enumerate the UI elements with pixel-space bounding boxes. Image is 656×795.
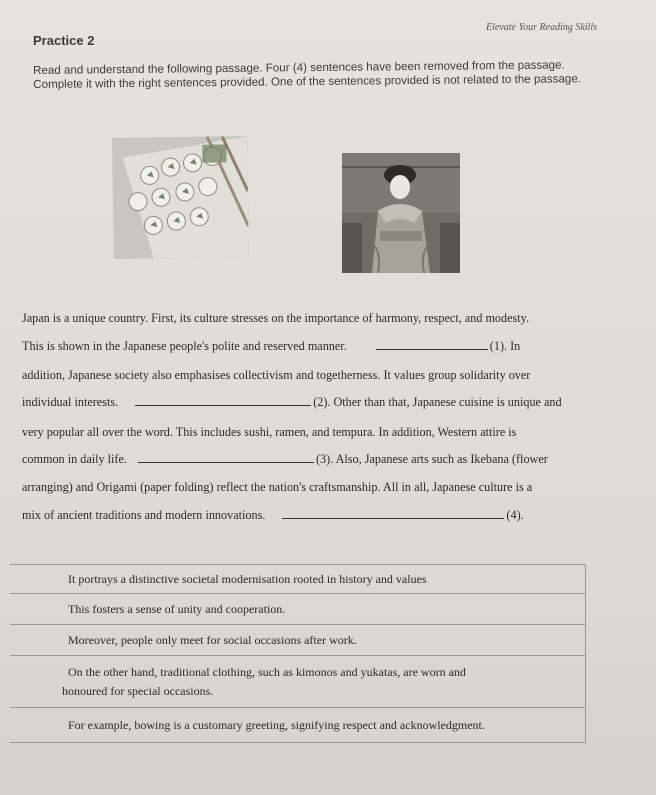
passage-line: [22, 452, 548, 467]
passage-text: (1). In: [489, 339, 521, 353]
woman-in-kimono-photo-icon: [342, 153, 460, 273]
passage-text: (2). Other than that, Japanese cuisine is unique and: [313, 395, 562, 409]
sentence-options-table: [10, 564, 586, 743]
origami-photo: [112, 136, 249, 259]
answer-blank-2[interactable]: [135, 395, 311, 406]
kimono-photo: [342, 153, 460, 273]
passage-text: arranging) and Origami (paper folding) reflect the nation's craftsmanship. All in all, Japanese culture is a: [22, 480, 533, 494]
passage-line: [22, 480, 532, 495]
option-text: This fosters a sense of unity and cooperation.: [68, 602, 286, 616]
option-row[interactable]: [10, 565, 585, 594]
option-text: It portrays a distinctive societal modernisation rooted in history and values: [68, 572, 427, 586]
passage-text: individual interests.: [22, 395, 119, 409]
passage-text: (4).: [506, 508, 524, 522]
passage-line: [22, 311, 529, 326]
option-text: On the other hand, traditional clothing, such as kimonos and yukatas, are worn and: [68, 665, 466, 679]
passage-text: Japan is a unique country. First, its culture stresses on the importance of harmony, respect, and modesty.: [22, 311, 530, 325]
option-text: Moreover, people only meet for social occasions after work.: [68, 633, 357, 647]
passage-text: very popular all over the word. This includes sushi, ramen, and tempura. In addition, Western attire is: [22, 425, 517, 439]
origami-cranes-photo-icon: [112, 136, 249, 259]
passage-text: (3). Also, Japanese arts such as Ikebana (flower: [315, 452, 548, 466]
passage-line: [22, 395, 562, 410]
passage-text: This is shown in the Japanese people's polite and reserved manner.: [22, 339, 347, 353]
passage-line: [22, 508, 524, 523]
option-row[interactable]: [10, 625, 585, 656]
answer-blank-3[interactable]: [138, 452, 314, 463]
option-row[interactable]: [10, 594, 585, 625]
option-row[interactable]: [10, 656, 585, 708]
page-title: Practice 2: [33, 33, 95, 48]
passage-text: addition, Japanese society also emphasises collectivism and togetherness. It values group solidarity over: [22, 368, 531, 382]
answer-blank-4[interactable]: [282, 508, 504, 519]
option-text: honoured for special occasions.: [62, 684, 214, 698]
brand-label: Elevate Your Reading Skills: [486, 22, 598, 33]
passage-line: [22, 339, 520, 354]
passage-text: common in daily life.: [22, 452, 127, 466]
option-row[interactable]: [10, 708, 585, 742]
answer-blank-1[interactable]: [376, 339, 488, 350]
passage-text: mix of ancient traditions and modern innovations.: [22, 508, 266, 522]
option-text: For example, bowing is a customary greeting, signifying respect and acknowledgment.: [68, 718, 485, 732]
passage-line: [22, 368, 530, 383]
passage-line: [22, 425, 516, 440]
instructions: Read and understand the following passage. Four (4) sentences have been removed from the passage. Complete it with the right sentences provided. One of the sentences provided is not related to the passage.: [33, 58, 582, 91]
